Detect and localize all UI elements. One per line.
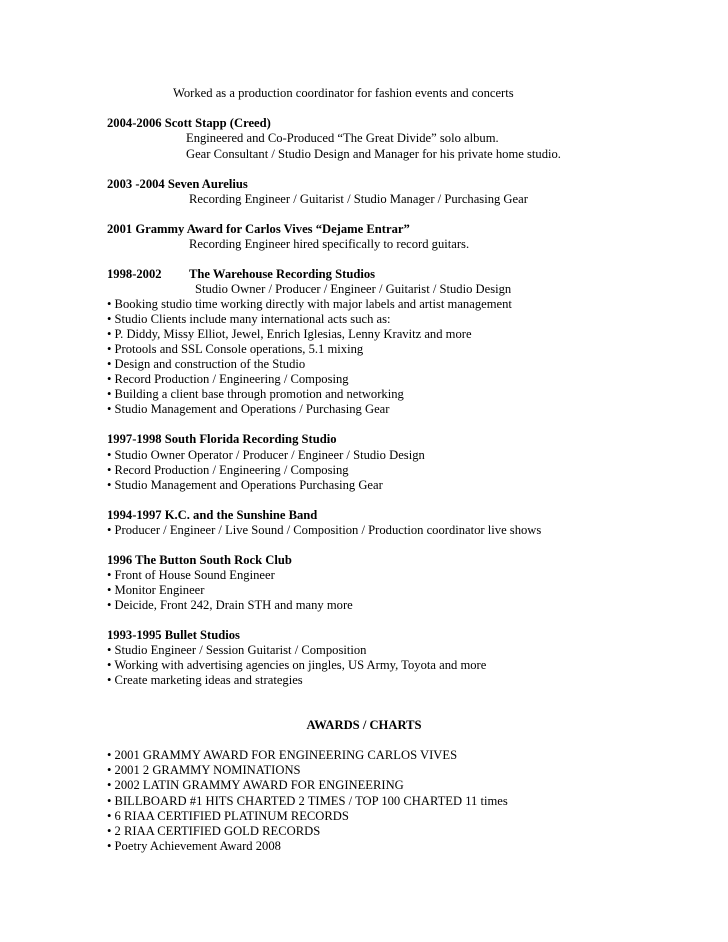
section-heading-seven-aurelius: 2003 -2004 Seven Aurelius (107, 177, 248, 191)
section-line: Gear Consultant / Studio Design and Manager for his private home studio. (186, 147, 561, 161)
bullet-item: • Studio Management and Operations / Purchasing Gear (107, 402, 390, 416)
section-heading-bullet-studios: 1993-1995 Bullet Studios (107, 628, 240, 642)
section-heading-kc-sunshine-band: 1994-1997 K.C. and the Sunshine Band (107, 508, 318, 522)
bullet-item: • Studio Owner Operator / Producer / Engineer / Studio Design (107, 448, 425, 462)
bullet-item: • Studio Management and Operations Purchasing Gear (107, 478, 383, 492)
bullet-item: • Studio Clients include many international acts such as: (107, 312, 391, 326)
section-subline: Studio Owner / Producer / Engineer / Guitarist / Studio Design (195, 282, 512, 296)
bullet-item: • Deicide, Front 242, Drain STH and many more (107, 598, 353, 612)
bullet-item: • Create marketing ideas and strategies (107, 673, 303, 687)
award-item: • 2 RIAA CERTIFIED GOLD RECORDS (107, 824, 321, 838)
section-heading-button-south: 1996 The Button South Rock Club (107, 553, 292, 567)
bullet-item: • Working with advertising agencies on jingles, US Army, Toyota and more (107, 658, 487, 672)
bullet-item: • Record Production / Engineering / Composing (107, 463, 349, 477)
bullet-item: • Studio Engineer / Session Guitarist / Composition (107, 643, 367, 657)
award-item: • 2001 2 GRAMMY NOMINATIONS (107, 763, 301, 777)
award-item: • BILLBOARD #1 HITS CHARTED 2 TIMES / TOP 100 CHARTED 11 times (107, 794, 508, 808)
bullet-item: • Protools and SSL Console operations, 5.1 mixing (107, 342, 364, 356)
bullet-item: • P. Diddy, Missy Elliot, Jewel, Enrich Iglesias, Lenny Kravitz and more (107, 327, 472, 341)
award-item: • Poetry Achievement Award 2008 (107, 839, 281, 853)
section-heading-grammy-carlos-vives: 2001 Grammy Award for Carlos Vives “Dejame Entrar” (107, 222, 410, 236)
section-line: Recording Engineer / Guitarist / Studio Manager / Purchasing Gear (189, 192, 528, 206)
bullet-item: • Monitor Engineer (107, 583, 205, 597)
intro-line: Worked as a production coordinator for fashion events and concerts (173, 86, 514, 100)
bullet-item: • Record Production / Engineering / Composing (107, 372, 349, 386)
section-heading-south-florida: 1997-1998 South Florida Recording Studio (107, 432, 337, 446)
bullet-item: • Producer / Engineer / Live Sound / Composition / Production coordinator live shows (107, 523, 542, 537)
section-line: Engineered and Co-Produced “The Great Divide” solo album. (186, 131, 499, 145)
section-line: Recording Engineer hired specifically to record guitars. (189, 237, 470, 251)
section-heading-scott-stapp: 2004-2006 Scott Stapp (Creed) (107, 116, 271, 130)
awards-title: AWARDS / CHARTS (306, 718, 422, 732)
award-item: • 2002 LATIN GRAMMY AWARD FOR ENGINEERING (107, 778, 404, 792)
bullet-item: • Booking studio time working directly with major labels and artist management (107, 297, 512, 311)
award-item: • 6 RIAA CERTIFIED PLATINUM RECORDS (107, 809, 349, 823)
section-heading-warehouse-year: 1998-2002 (107, 267, 162, 281)
section-heading-warehouse-name: The Warehouse Recording Studios (189, 267, 376, 281)
award-item: • 2001 GRAMMY AWARD FOR ENGINEERING CARLOS VIVES (107, 748, 458, 762)
bullet-item: • Design and construction of the Studio (107, 357, 306, 371)
bullet-item: • Building a client base through promotion and networking (107, 387, 404, 401)
bullet-item: • Front of House Sound Engineer (107, 568, 275, 582)
